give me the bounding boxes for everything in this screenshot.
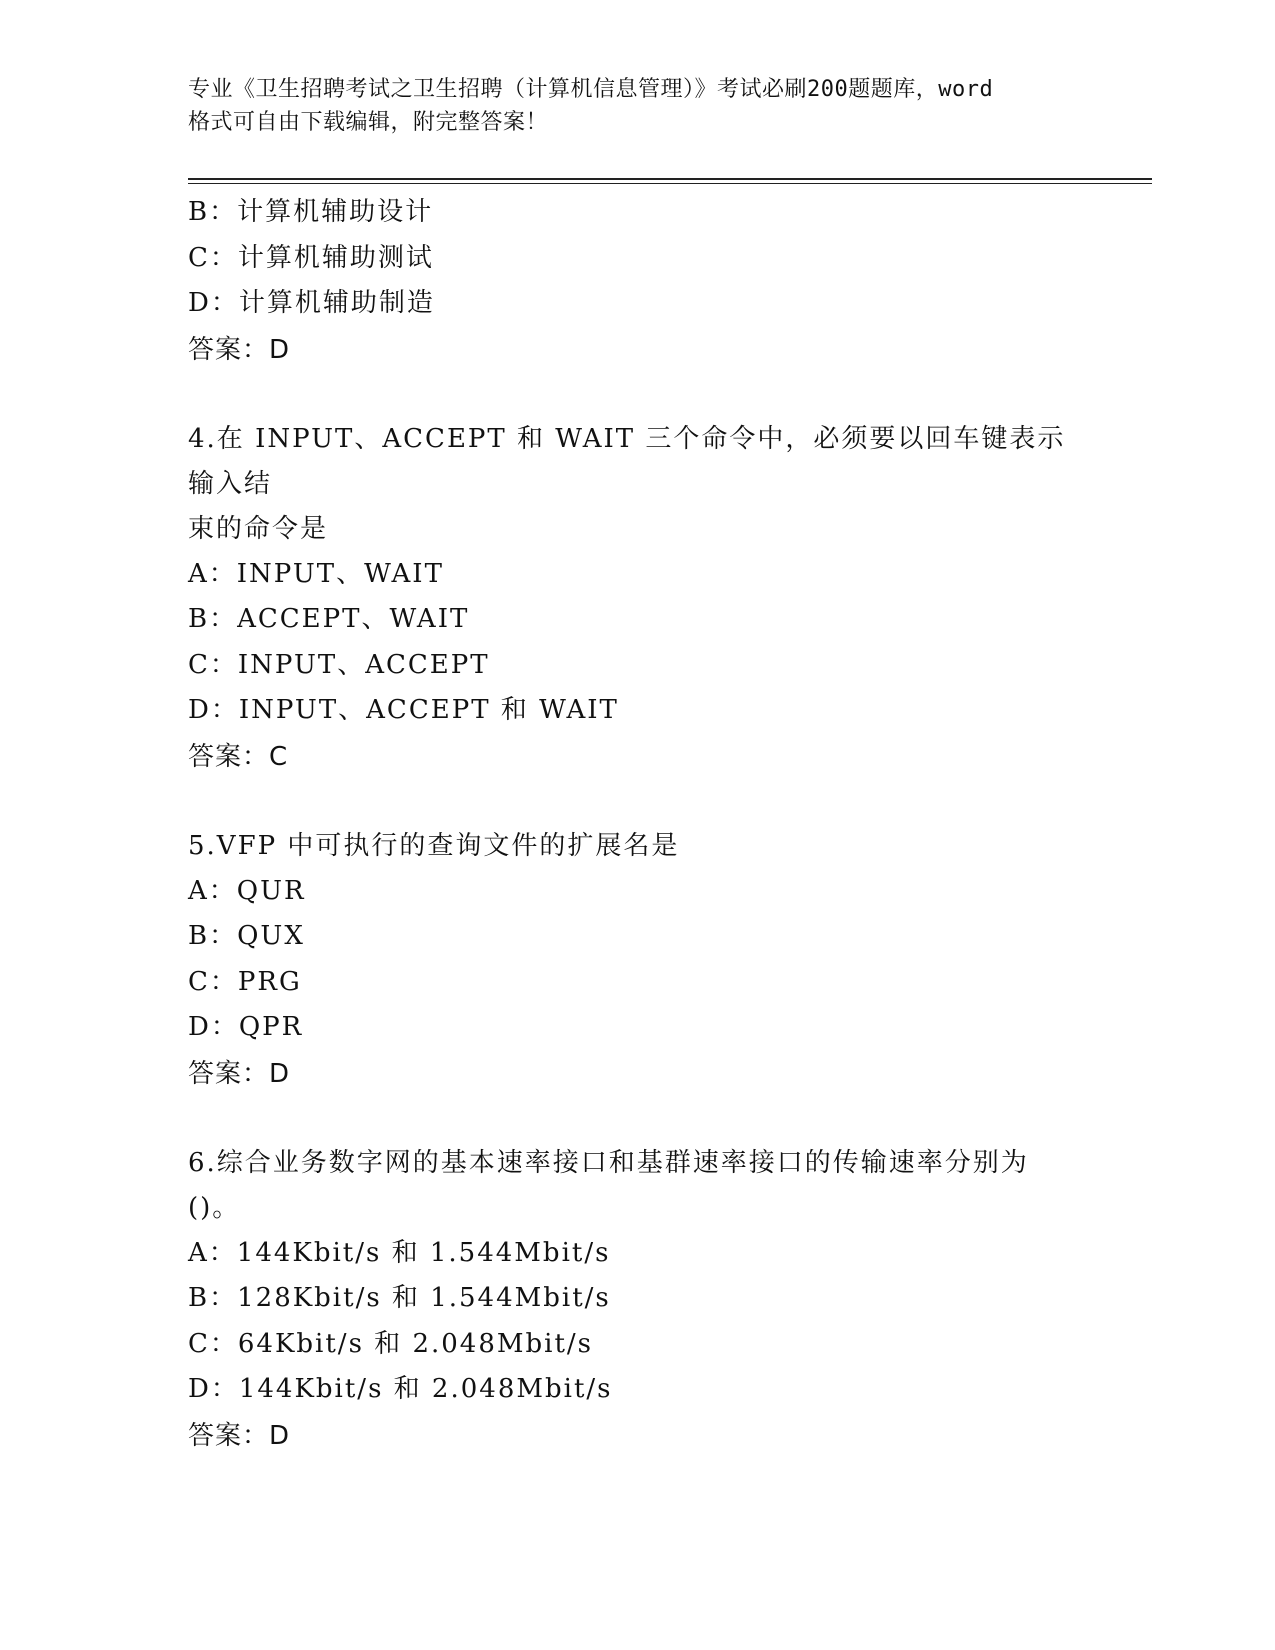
option-b: B：QUX bbox=[188, 921, 305, 951]
page-header bbox=[188, 73, 1088, 139]
spacer bbox=[188, 373, 1088, 417]
option-c: C：计算机辅助测试 bbox=[188, 242, 434, 273]
option-d: D：计算机辅助制造 bbox=[188, 288, 435, 318]
question-title-continuation: 束的命令是 bbox=[188, 513, 329, 544]
question-6 bbox=[188, 1141, 1088, 1459]
option-b: B：ACCEPT、WAIT bbox=[188, 604, 470, 634]
header-title-line1: 专业《卫生招聘考试之卫生招聘（计算机信息管理）》考试必刷200题题库，word bbox=[188, 77, 994, 102]
question-list bbox=[188, 190, 1088, 1459]
option-c: C：INPUT、ACCEPT bbox=[188, 649, 490, 680]
answer-line: 答案：D bbox=[188, 1420, 291, 1451]
answer-line: 答案：C bbox=[188, 741, 289, 772]
option-a: A：QUR bbox=[188, 875, 306, 906]
spacer bbox=[188, 1097, 1088, 1141]
header-divider bbox=[188, 178, 1152, 184]
option-a: A：INPUT、WAIT bbox=[188, 558, 444, 589]
option-b: B：128Kbit/s 和 1.544Mbit/s bbox=[188, 1283, 611, 1313]
option-a: A：144Kbit/s 和 1.544Mbit/s bbox=[188, 1237, 611, 1268]
spacer bbox=[188, 780, 1088, 824]
question-5 bbox=[188, 824, 1088, 1097]
question-title: 4.在 INPUT、ACCEPT 和 WAIT 三个命令中，必须要以回车键表示输入结 bbox=[188, 423, 1066, 499]
answer-line: 答案：D bbox=[188, 1058, 291, 1089]
question-3-continued bbox=[188, 190, 1088, 373]
option-c: C：64Kbit/s 和 2.048Mbit/s bbox=[188, 1328, 594, 1359]
question-title: 5.VFP 中可执行的查询文件的扩展名是 bbox=[188, 830, 680, 861]
answer-line: 答案：D bbox=[188, 334, 291, 365]
question-4 bbox=[188, 417, 1088, 780]
header-title-line2: 格式可自由下载编辑，附完整答案！ bbox=[188, 110, 549, 135]
option-c: C：PRG bbox=[188, 966, 302, 997]
option-d: D：144Kbit/s 和 2.048Mbit/s bbox=[188, 1374, 613, 1404]
question-title-continuation: ()。 bbox=[188, 1192, 241, 1223]
option-d: D：QPR bbox=[188, 1012, 304, 1042]
option-d: D：INPUT、ACCEPT 和 WAIT bbox=[188, 695, 619, 725]
question-title: 6.综合业务数字网的基本速率接口和基群速率接口的传输速率分别为 bbox=[188, 1147, 1029, 1178]
option-b: B：计算机辅助设计 bbox=[188, 197, 434, 227]
